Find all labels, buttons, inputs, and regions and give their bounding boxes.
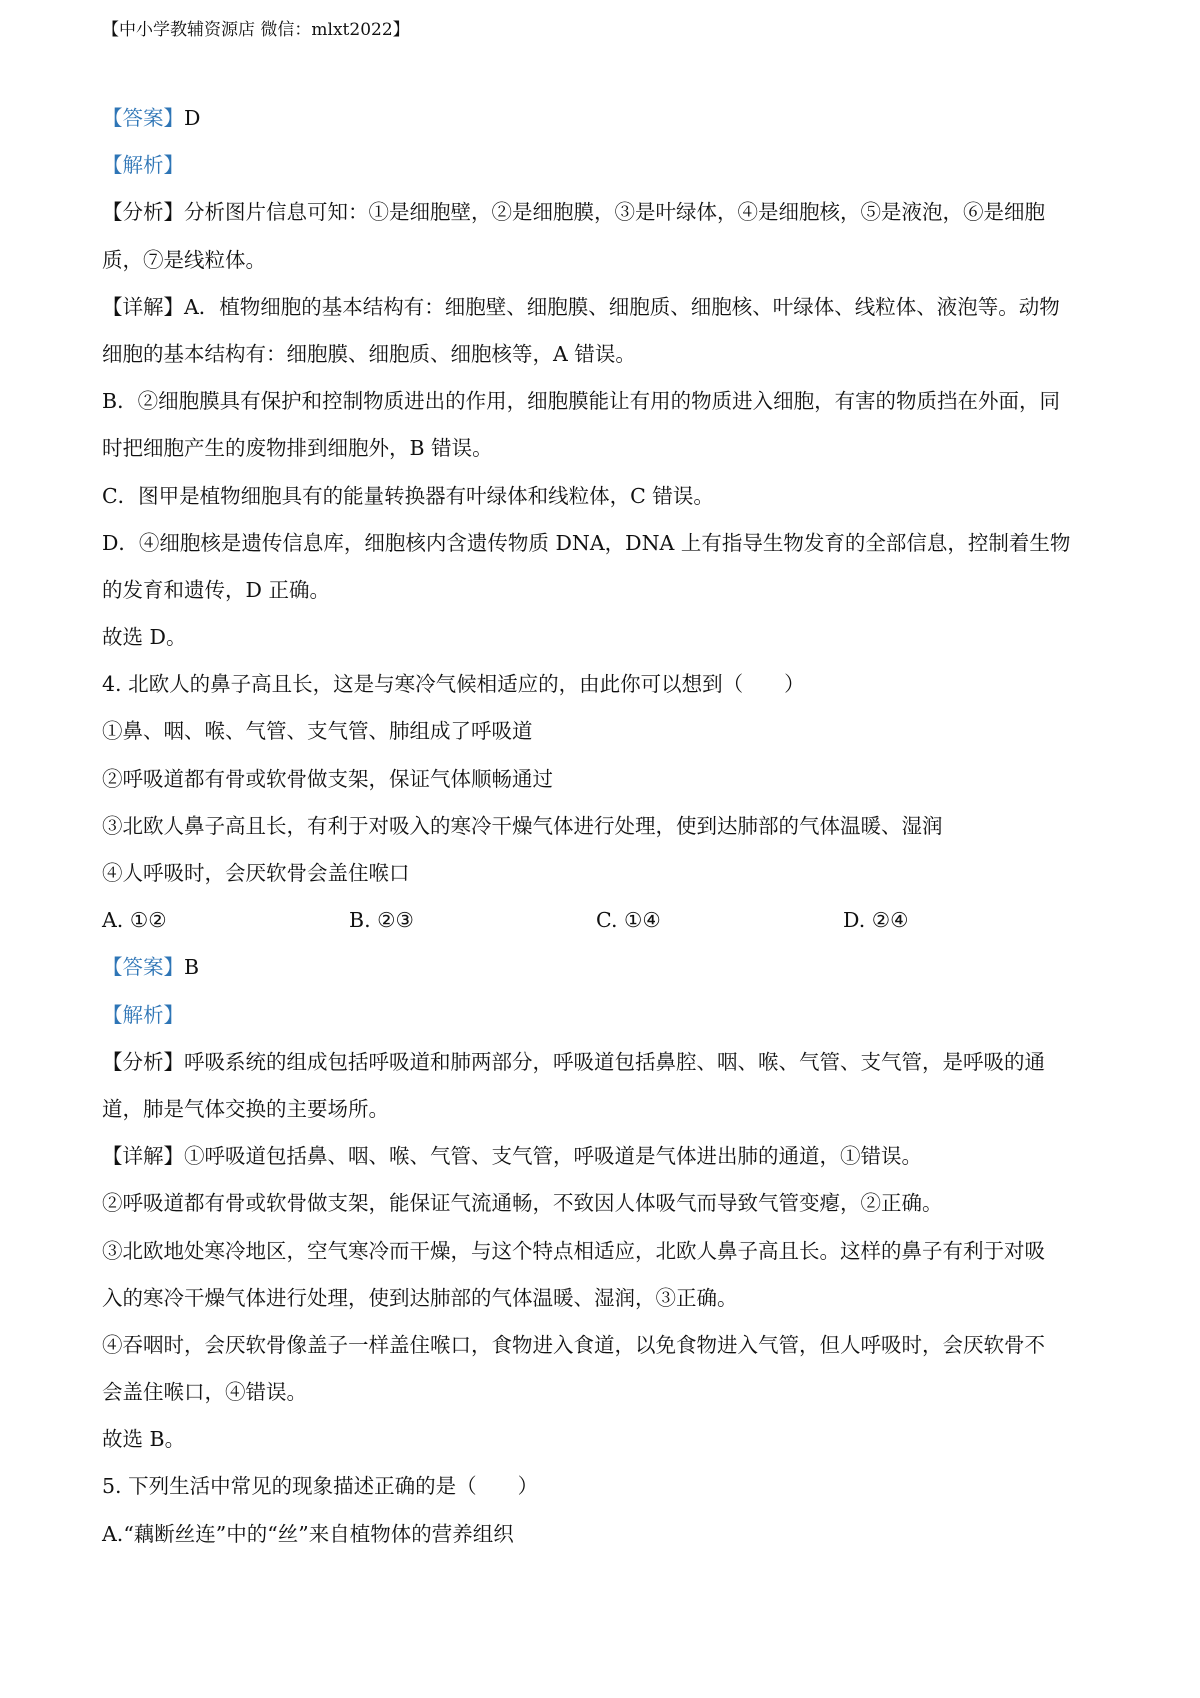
page-header: 【中小学教辅资源店 微信：mlxt2022】: [102, 20, 410, 40]
q4-detail-6: 会盖住喉口，④错误。: [102, 1380, 307, 1405]
q4-option-a: A. ①②: [102, 908, 167, 933]
q4-detail-2: ②呼吸道都有骨或软骨做支架，能保证气流通畅，不致因人体吸气而导致气管变瘪，②正确。: [102, 1191, 943, 1216]
q3-option-b-2: 时把细胞产生的废物排到细胞外，B 错误。: [102, 436, 493, 461]
q4-stem: 4. 北欧人的鼻子高且长，这是与寒冷气候相适应的，由此你可以想到（ ）: [102, 672, 805, 697]
q4-statement-2: ②呼吸道都有骨或软骨做支架，保证气体顺畅通过: [102, 766, 553, 791]
q4-options: [102, 897, 1102, 944]
analysis-tag: 【解析】: [102, 1002, 184, 1027]
q4-detail-1: 【详解】①呼吸道包括鼻、咽、喉、气管、支气管，呼吸道是气体进出肺的通道，①错误。: [102, 1144, 922, 1169]
q4-option-c: C. ①④: [596, 908, 661, 933]
q4-option-d: D. ②④: [843, 908, 909, 933]
q3-answer-line: [102, 95, 1102, 142]
q4-option-b: B. ②③: [349, 908, 414, 933]
q4-analysis-2: 道，肺是气体交换的主要场所。: [102, 1096, 389, 1121]
q3-detail-1: 【详解】A．植物细胞的基本结构有：细胞壁、细胞膜、细胞质、细胞核、叶绿体、线粒体、液泡等。动物: [102, 294, 1060, 319]
q5-stem: 5. 下列生活中常见的现象描述正确的是（ ）: [102, 1474, 539, 1499]
q3-option-d-2: 的发育和遗传，D 正确。: [102, 577, 330, 602]
q3-option-c-1: C．图甲是植物细胞具有的能量转换器有叶绿体和线粒体，C 错误。: [102, 483, 714, 508]
q3-analysis-1: 【分析】分析图片信息可知：①是细胞壁，②是细胞膜，③是叶绿体，④是细胞核，⑤是液泡，⑥是细胞: [102, 200, 1045, 225]
document-body: [102, 95, 1102, 1558]
q4-statement-4: ④人呼吸时，会厌软骨会盖住喉口: [102, 861, 410, 885]
q4-statement-1: ①鼻、咽、喉、气管、支气管、肺组成了呼吸道: [102, 719, 533, 744]
q4-detail-4: 入的寒冷干燥气体进行处理，使到达肺部的气体温暖、湿润，③正确。: [102, 1285, 738, 1310]
q4-statement-3: ③北欧人鼻子高且长，有利于对吸入的寒冷干燥气体进行处理，使到达肺部的气体温暖、湿润: [102, 813, 943, 838]
q3-conclusion: 故选 D。: [102, 625, 187, 650]
q4-detail-3: ③北欧地处寒冷地区，空气寒冷而干燥，与这个特点相适应，北欧人鼻子高且长。这样的鼻子有利于对吸: [102, 1238, 1045, 1263]
analysis-tag: 【解析】: [102, 153, 184, 178]
answer-value: D: [184, 106, 201, 130]
q3-option-d-1: D．④细胞核是遗传信息库，细胞核内含遗传物质 DNA，DNA 上有指导生物发育的全部信息，控制着生物: [102, 530, 1071, 555]
q5-option-a: A.“藕断丝连”中的“丝”来自植物体的营养组织: [102, 1521, 514, 1546]
answer-value: B: [184, 955, 200, 980]
q4-conclusion: 故选 B。: [102, 1427, 186, 1452]
answer-tag: 【答案】: [102, 106, 184, 130]
q4-analysis-1: 【分析】呼吸系统的组成包括呼吸道和肺两部分，呼吸道包括鼻腔、咽、喉、气管、支气管，是呼吸的通: [102, 1049, 1045, 1074]
q4-answer-line: [102, 944, 1102, 991]
q3-option-b-1: B．②细胞膜具有保护和控制物质进出的作用，细胞膜能让有用的物质进入细胞，有害的物质挡在外面，同: [102, 389, 1061, 414]
q3-detail-2: 细胞的基本结构有：细胞膜、细胞质、细胞核等，A 错误。: [102, 341, 636, 366]
q4-detail-5: ④吞咽时，会厌软骨像盖子一样盖住喉口，食物进入食道，以免食物进入气管，但人呼吸时，会厌软骨不: [102, 1332, 1045, 1357]
q3-analysis-2: 质，⑦是线粒体。: [102, 247, 266, 272]
answer-tag: 【答案】: [102, 955, 184, 980]
